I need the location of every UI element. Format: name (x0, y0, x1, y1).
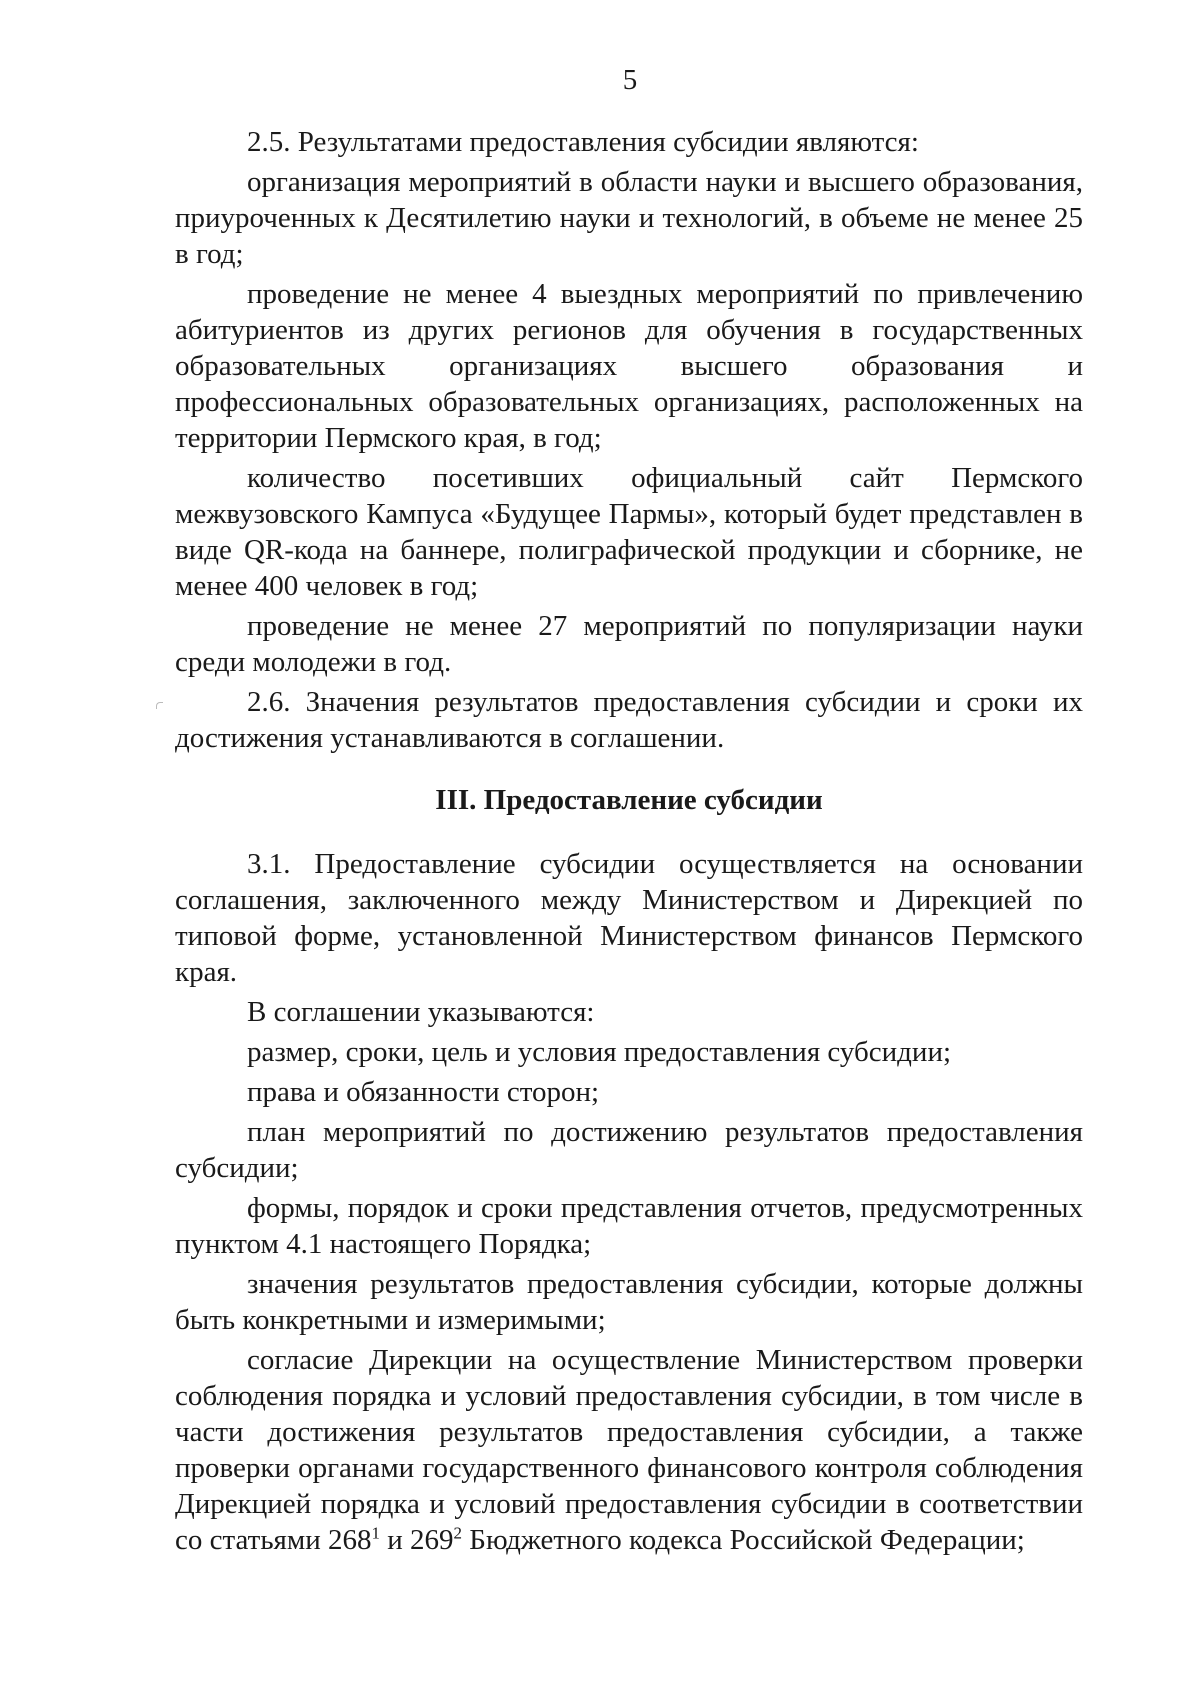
section-title: III. Предоставление субсидии (435, 784, 823, 816)
paragraph-result-3: количество посетивших официальный сайт Пермского межвузовского Кампуса «Будущее Пармы», который будет представлен в виде QR-кода на баннере, полиграфической продукции и сборнике, не менее 400 человек в год; (175, 462, 1083, 602)
paragraph-result-1: организация мероприятий в области науки и высшего образования, приуроченных к Десятилетию науки и технологий, в объеме не менее 25 в год; (175, 166, 1083, 270)
paragraph-result-2: проведение не менее 4 выездных мероприятий по привлечению абитуриентов из других регионов для обучения в государственных образовательных организациях высшего образования и профессиональных образовательных организациях, расположенных на территории Пермского края, в год; (175, 278, 1083, 454)
final-text-before: согласие Дирекции на осуществление Министерством проверки соблюдения порядка и условий предоставления субсидии, в том числе в части достижения результатов предоставления субсидии, а также проверки органами государственного финансового контроля соблюдения Дирекцией порядка и условий предоставления субсидии в соответствии со статьями 268 (175, 1344, 1083, 1556)
paragraph-agreement-item-1: размер, сроки, цель и условия предоставления субсидии; (247, 1036, 952, 1068)
page-number: 5 (622, 64, 638, 96)
paragraph-agreement-item-2: права и обязанности сторон; (247, 1076, 600, 1108)
paragraph-result-4: проведение не менее 27 мероприятий по популяризации науки среди молодежи в год. (175, 610, 1083, 678)
final-text-middle: и 269 (380, 1524, 454, 1556)
paragraph-agreement-item-5: значения результатов предоставления субсидии, которые должны быть конкретными и измеримыми; (175, 1268, 1083, 1336)
paragraph-2-5: 2.5. Результатами предоставления субсидии являются: (247, 126, 919, 158)
paragraph-3-1: 3.1. Предоставление субсидии осуществляется на основании соглашения, заключенного между Министерством и Дирекцией по типовой форме, установленной Министерством финансов Пермского края. (175, 848, 1083, 988)
superscript-1: 1 (371, 1523, 381, 1543)
paragraph-agreement-item-6 (175, 1342, 1083, 1558)
paragraph-2-6: 2.6. Значения результатов предоставления субсидии и сроки их достижения устанавливаются в соглашении. (175, 686, 1083, 754)
paragraph-agreement-item-3: план мероприятий по достижению результатов предоставления субсидии; (175, 1116, 1083, 1184)
paragraph-agreement-item-4: формы, порядок и сроки представления отчетов, предусмотренных пунктом 4.1 настоящего Порядка; (175, 1192, 1083, 1260)
superscript-2: 2 (453, 1523, 463, 1543)
paragraph-agreement-intro: В соглашении указываются: (247, 996, 595, 1028)
final-text-after: Бюджетного кодекса Российской Федерации; (462, 1524, 1025, 1556)
document-body (175, 124, 1083, 1562)
scan-artifact (156, 702, 163, 709)
